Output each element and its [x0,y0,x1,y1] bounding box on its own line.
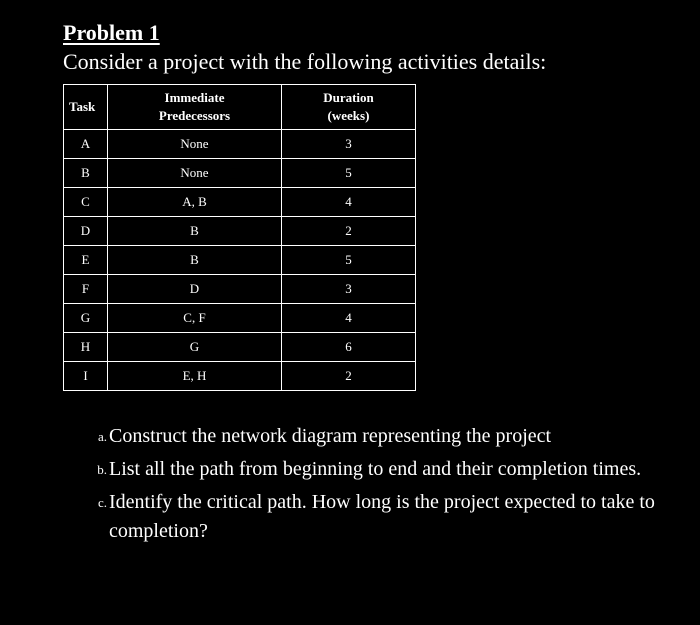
duration-cell: 3 [282,130,416,159]
table-row [64,159,416,188]
question-item [85,488,690,546]
header-predecessors [108,85,282,130]
problem-intro: Consider a project with the following activities details: [63,49,547,74]
question-list [85,422,690,550]
task-cell: F [64,275,108,304]
table-header-row [64,85,416,130]
table-row [64,333,416,362]
question-item [85,455,690,484]
header-predecessors-line2: Predecessors [158,108,231,123]
duration-cell: 5 [282,246,416,275]
duration-cell: 4 [282,188,416,217]
predecessors-cell: G [108,333,282,362]
table-row [64,362,416,391]
question-text: Identify the critical path. How long is the project expected to take to completion? [109,491,655,542]
table-row [64,188,416,217]
question-marker: b. [97,462,107,477]
predecessors-cell: D [108,275,282,304]
header-task: Task [64,85,108,130]
task-cell: G [64,304,108,333]
question-item [85,422,690,451]
activities-table [63,84,416,391]
problem-title: Problem 1 [63,20,160,45]
header-duration [282,85,416,130]
task-cell: I [64,362,108,391]
task-cell: A [64,130,108,159]
predecessors-cell: None [108,130,282,159]
predecessors-cell: C, F [108,304,282,333]
predecessors-cell: B [108,246,282,275]
predecessors-cell: None [108,159,282,188]
task-cell: C [64,188,108,217]
table-row [64,304,416,333]
predecessors-cell: A, B [108,188,282,217]
table-row [64,217,416,246]
duration-cell: 5 [282,159,416,188]
predecessors-cell: B [108,217,282,246]
table-row [64,275,416,304]
question-text: List all the path from beginning to end and their completion times. [109,458,642,480]
task-cell: H [64,333,108,362]
duration-cell: 4 [282,304,416,333]
question-marker: c. [97,495,107,510]
task-cell: E [64,246,108,275]
header-duration-line1: Duration [323,90,374,105]
table-row [64,246,416,275]
header-duration-line2: (weeks) [327,108,370,123]
duration-cell: 6 [282,333,416,362]
task-cell: B [64,159,108,188]
header-predecessors-line1: Immediate [164,90,225,105]
question-text: Construct the network diagram representing the project [109,425,552,447]
predecessors-cell: E, H [108,362,282,391]
duration-cell: 2 [282,217,416,246]
table-row [64,130,416,159]
question-marker: a. [97,429,107,444]
task-cell: D [64,217,108,246]
duration-cell: 2 [282,362,416,391]
duration-cell: 3 [282,275,416,304]
